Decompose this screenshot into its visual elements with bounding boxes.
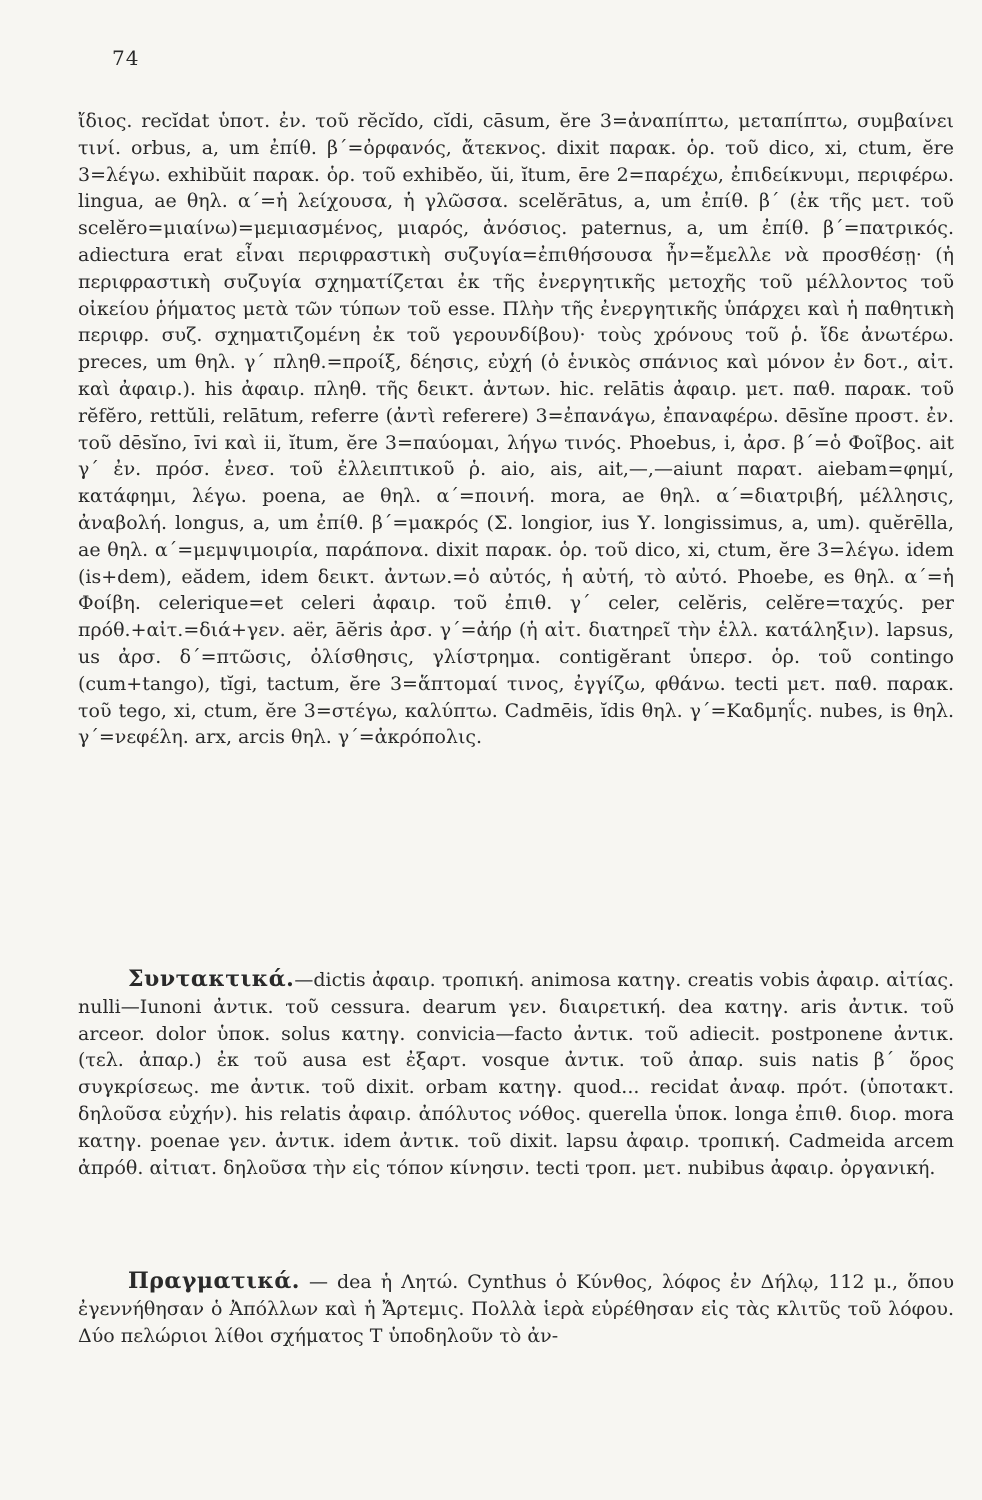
vocabulary-text: ἴδιος. recĭdat ὑποτ. ἐν. τοῦ rĕcĭdo, cĭdi, cāsum, ĕre 3=ἀναπίπτω, μεταπίπτω, συμβαίνει τινί. orbus, a, um ἐπίθ. β΄=ὀρφανός, ἄτεκνος. dixit παρακ. ὁρ. τοῦ dico, xi, ctum, ĕre 3=λέγω. exhibŭit παρακ. ὁρ. τοῦ exhibĕo, ŭi, ĭtum, ēre 2=παρέχω, ἐπιδείκνυμι, περιφέρω. lingua, ae θηλ. α΄=ἡ λείχουσα, ἡ γλῶσσα. scelĕrātus, a, um ἐπίθ. β΄ (ἐκ τῆς μετ. τοῦ scelĕro=μιαίνω)=μεμιασμένος, μιαρός, ἀνόσιος. paternus, a, um ἐπίθ. β΄=πατρικός. adiectura erat εἶναι περιφραστικὴ συζυγία=ἐπιθήσουσα ἦν=ἔμελλε νὰ προσθέσῃ· (ἡ περιφραστικὴ συζυγία σχηματίζεται ἐκ τῆς ἐνεργητικῆς μετοχῆς τοῦ μέλλοντος τοῦ οἰκείου ῥήματος μετὰ τῶν τύπων τοῦ esse. Πλὴν τῆς ἐνεργητικῆς ὑπάρχει καὶ ἡ παθητικὴ περιφρ. συζ. σχηματιζομένη ἐκ τοῦ γερουνδίβου)· τοὺς χρόνους τοῦ ῥ. ἴδε ἀνωτέρω. preces, um θηλ. γ΄ πληθ.=προίξ, δέησις, εὐχή (ὁ ἑνικὸς σπάνιος καὶ μόνον ἐν δοτ., αἰτ. καὶ ἀφαιρ.). his ἀφαιρ. πληθ. τῆς δεικτ. ἀντων. hic. relātis ἀφαιρ. μετ. παθ. παρακ. τοῦ rĕfĕro, rettŭli, relātum, referre (ἀντὶ referere) 3=ἐπανάγω, ἐπαναφέρω. dēsĭne προστ. ἐν. τοῦ dēsĭno, īvi καὶ ii, ĭtum, ĕre 3=παύομαι, λήγω τινός. Phoebus, i, ἀρσ. β΄=ὁ Φοῖβος. ait γ΄ ἐν. πρόσ. ἐνεσ. τοῦ ἐλλειπτικοῦ ῥ. aio, ais, ait,—,—aiunt παρατ. aiebam=φημί, κατάφημι, λέγω. poena, ae θηλ. α΄=ποινή. mora, ae θηλ. α΄=διατριβή, μέλλησις, ἀναβολή. longus, a, um ἐπίθ. β΄=μακρός (Σ. longior, ius Υ. longissimus, a, um). quĕrēlla, ae θηλ. α΄=μεμψιμοιρία, παράπονα. dixit παρακ. ὁρ. τοῦ dico, xi, ctum, ĕre 3=λέγω. idem (is+dem), eădem, idem δεικτ. ἀντων.=ὁ αὐτός, ἡ αὐτή, τὸ αὐτό. Phoebe, es θηλ. α΄=ἡ Φοίβη. celerique=et celeri ἀφαιρ. τοῦ ἐπιθ. γ΄ celer, celĕris, celĕre=ταχύς. per πρόθ.+αἰτ.=διά+γεν. aër, āĕris ἀρσ. γ΄=ἀήρ (ἡ αἰτ. διατηρεῖ τὴν ἑλλ. κατάληξιν). lapsus, us ἀρσ. δ΄=πτῶσις, ὀλίσθησις, γλίστρημα. contigĕrant ὑπερσ. ὁρ. τοῦ contingo (cum+tango), tĭgi, tactum, ĕre 3=ἅπτομαί τινος, ἐγγίζω, φθάνω. tecti μετ. παθ. παρακ. τοῦ tego, xi, ctum, ĕre 3=στέγω, καλύπτω. Cadmēis, ĭdis θηλ. γ΄=Καδμηΐς. nubes, is θηλ. γ΄=νεφέλη. arx, arcis θηλ. γ΄=ἀκρόπολις.: [78, 110, 954, 749]
realia-heading: Πραγματικά.: [128, 1268, 300, 1294]
syntax-section: [78, 966, 954, 1181]
realia-paragraph: [78, 1268, 954, 1349]
syntax-heading: Συντακτικά.: [128, 966, 295, 992]
syntax-paragraph: [78, 966, 954, 1181]
syntax-text: —dictis ἀφαιρ. τροπική. animosa κατηγ. creatis vobis ἀφαιρ. αἰτίας. nulli—Iunoni ἀντικ. τοῦ cessura. dearum γεν. διαιρετική. dea κατηγ. aris ἀντικ. τοῦ arceor. dolor ὑποκ. solus κατηγ. convicia—facto ἀντικ. τοῦ adiecit. postponene ἀντικ. (τελ. ἀπαρ.) ἐκ τοῦ ausa est ἐξαρτ. vosque ἀντικ. τοῦ ἀπαρ. suis natis β΄ ὅρος συγκρίσεως. me ἀντικ. τοῦ dixit. orbam κατηγ. quod... recidat ἀναφ. πρότ. (ὑποτακτ. δηλοῦσα εὐχήν). his relatis ἀφαιρ. ἀπόλυτος νόθος. querella ὑποκ. longa ἐπιθ. διορ. mora κατηγ. poenae γεν. ἀντικ. idem ἀντικ. τοῦ dixit. lapsu ἀφαιρ. τροπική. Cadmeida arcem ἀπρόθ. αἰτιατ. δηλοῦσα τὴν εἰς τόπον κίνησιν. tecti τροπ. μετ. nubibus ἀφαιρ. ὀργανική.: [78, 969, 954, 1179]
realia-section: [78, 1268, 954, 1349]
page-number: 74: [112, 46, 140, 70]
vocabulary-section: [78, 108, 954, 751]
realia-text: — dea ἡ Λητώ. Cynthus ὁ Κύνθος, λόφος ἐν Δήλῳ, 112 μ., ὅπου ἐγεννήθησαν ὁ Ἀπόλλων καὶ ἡ Ἄρτεμις. Πολλὰ ἱερὰ εὑρέθησαν εἰς τὰς κλιτῦς τοῦ λόφου. Δύο πελώριοι λίθοι σχήματος Τ ὑποδηλοῦν τὸ ἀν-: [78, 1271, 954, 1347]
